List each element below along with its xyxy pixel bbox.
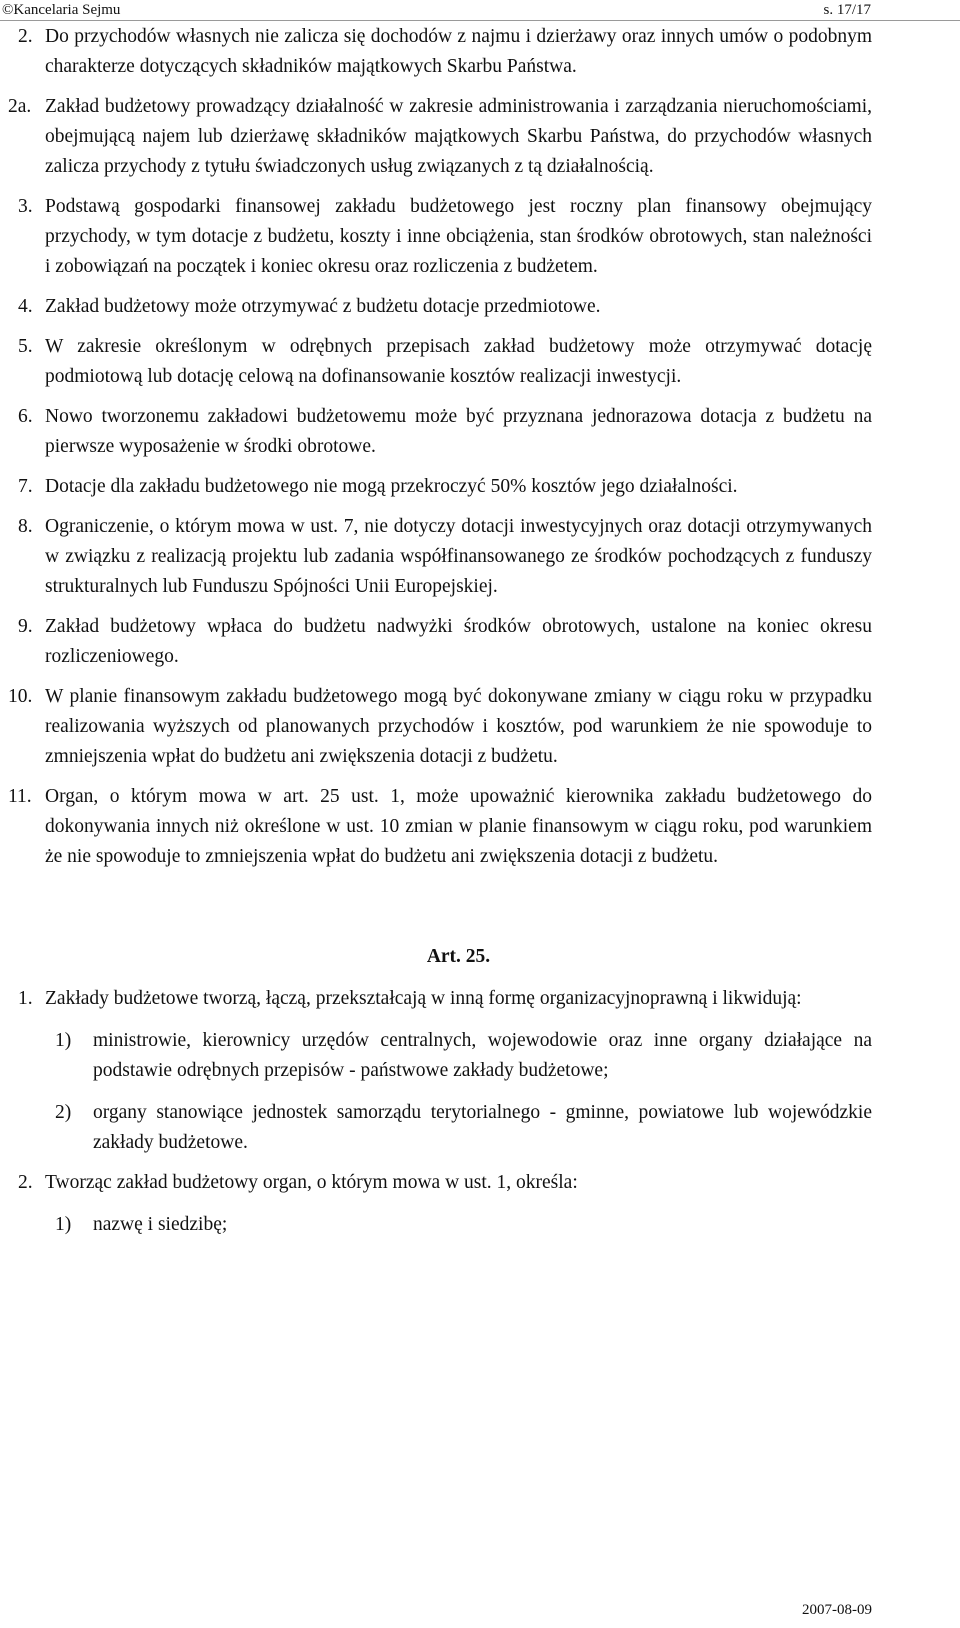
list-item-text: ministrowie, kierownicy urzędów centralnych, wojewodowie oraz inne organy działające na podstawie odrębnych przepisów - państwowe zakłady budżetowe; [93, 1030, 872, 1081]
list-item-number: 1) [55, 1030, 72, 1051]
paragraph-text: Zakład budżetowy może otrzymywać z budżetu dotacje przedmiotowe. [45, 296, 601, 317]
paragraph-number: 1. [18, 988, 33, 1009]
paragraph-5 [18, 332, 872, 392]
paragraph-number: 7. [18, 476, 33, 497]
copyright-label: ©Kancelaria Sejmu [2, 2, 121, 18]
paragraph-3 [18, 192, 872, 282]
paragraph-number: 11. [8, 786, 32, 807]
paragraph-text: Ograniczenie, o którym mowa w ust. 7, nie dotyczy dotacji inwestycyjnych oraz dotacji otrzymywanych w związku z realizacją projektu lub zadania współfinansowanego ze środków pochodzących z funduszy strukturalnych lub Funduszu Spójności Unii Europejskiej. [45, 516, 872, 597]
paragraph-number: 9. [18, 616, 33, 637]
article-title: Art. 25. [426, 946, 491, 967]
paragraph-number: 10. [8, 686, 33, 707]
paragraph-text: Dotacje dla zakładu budżetowego nie mogą przekroczyć 50% kosztów jego działalności. [45, 476, 738, 497]
paragraph-9 [18, 612, 872, 672]
document-body [0, 22, 960, 1240]
paragraph-number: 2. [18, 26, 33, 47]
list-item-number: 1) [55, 1214, 72, 1235]
paragraph-number: 5. [18, 336, 33, 357]
paragraph-number: 3. [18, 196, 33, 217]
page-number: s. 17/17 [823, 2, 871, 18]
paragraph-text: Tworząc zakład budżetowy organ, o którym mowa w ust. 1, określa: [45, 1172, 578, 1193]
paragraph-7 [18, 472, 872, 502]
list-item-number: 2) [55, 1102, 72, 1123]
paragraph-text: Do przychodów własnych nie zalicza się dochodów z najmu i dzierżawy oraz innych umów o podobnym charakterze dotyczących składników majątkowych Skarbu Państwa. [45, 26, 872, 77]
list-item-1 [55, 1026, 872, 1086]
page-header [0, 0, 960, 22]
paragraph-8 [18, 512, 872, 602]
paragraph-6 [18, 402, 872, 462]
paragraph-10 [8, 682, 872, 772]
article-paragraph-2 [18, 1168, 872, 1198]
paragraph-text: W zakresie określonym w odrębnych przepisach zakład budżetowy może otrzymywać dotację podmiotową lub dotację celową na dofinansowanie kosztów realizacji inwestycji. [45, 336, 872, 387]
article-paragraph-1 [18, 984, 872, 1014]
list-item-text: nazwę i siedzibę; [93, 1214, 228, 1235]
header-rule [0, 20, 960, 21]
paragraph-text: Nowo tworzonemu zakładowi budżetowemu może być przyznana jednorazowa dotacja z budżetu na pierwsze wyposażenie w środki obrotowe. [45, 406, 872, 457]
list-item-1 [55, 1210, 872, 1240]
paragraph-number: 4. [18, 296, 33, 317]
paragraph-number: 6. [18, 406, 33, 427]
paragraph-text: W planie finansowym zakładu budżetowego mogą być dokonywane zmiany w ciągu roku w przypadku realizowania wyższych od planowanych przychodów i kosztów, pod warunkiem że nie spowoduje to zmniejszenia wpłat do budżetu ani zwiększenia dotacji z budżetu. [45, 686, 872, 767]
paragraph-number: 2a. [8, 96, 32, 117]
paragraph-number: 8. [18, 516, 33, 537]
paragraph-text: Zakłady budżetowe tworzą, łączą, przekształcają w inną formę organizacyjnoprawną i likwidują: [45, 988, 802, 1009]
list-item-2 [55, 1098, 872, 1158]
paragraph-2a [8, 92, 872, 182]
paragraph-text: Podstawą gospodarki finansowej zakładu budżetowego jest roczny plan finansowy obejmujący przychody, w tym dotacje z budżetu, koszty i inne obciążenia, stan środków obrotowych, stan należności i zobowiązań na początek i koniec okresu oraz rozliczenia z budżetem. [45, 196, 872, 277]
paragraph-text: Zakład budżetowy prowadzący działalność w zakresie administrowania i zarządzania nieruchomościami, obejmującą najem lub dzierżawę składników majątkowych Skarbu Państwa, do przychodów własnych zalicza przychody z tytułu świadczonych usług związanych z tą działalnością. [45, 96, 872, 177]
paragraph-2 [18, 22, 872, 82]
document-date: 2007-08-09 [802, 1602, 872, 1618]
paragraph-text: Organ, o którym mowa w art. 25 ust. 1, może upoważnić kierownika zakładu budżetowego do dokonywania innych niż określone w ust. 10 zmian w planie finansowym w ciągu roku, pod warunkiem że nie spowoduje to zmniejszenia wpłat do budżetu ani zwiększenia dotacji z budżetu. [45, 786, 872, 867]
paragraph-text: Zakład budżetowy wpłaca do budżetu nadwyżki środków obrotowych, ustalone na koniec okresu rozliczeniowego. [45, 616, 872, 667]
paragraph-4 [18, 292, 872, 322]
list-item-text: organy stanowiące jednostek samorządu terytorialnego - gminne, powiatowe lub wojewódzkie zakłady budżetowe. [93, 1102, 872, 1153]
paragraph-11 [8, 782, 872, 872]
paragraph-number: 2. [18, 1172, 33, 1193]
